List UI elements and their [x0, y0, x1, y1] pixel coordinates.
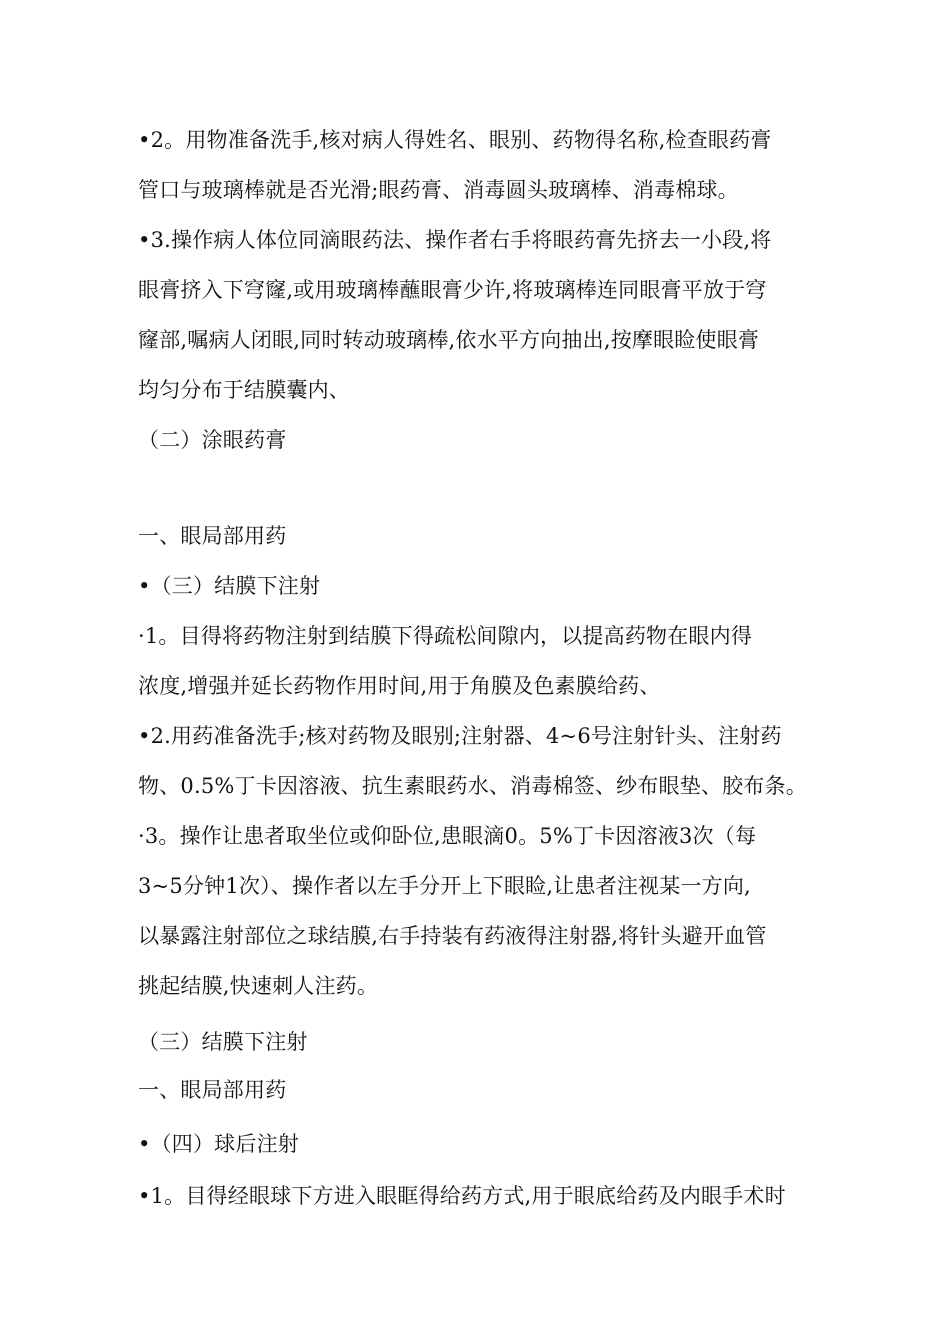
section-heading: •（四）球后注射: [138, 1132, 299, 1156]
text-line: ·3。操作让患者取坐位或仰卧位,患眼滴0。5%丁卡因溶液3次（每: [138, 824, 757, 848]
text-line: 物、0.5%丁卡因溶液、抗生素眼药水、消毒棉签、纱布眼垫、胶布条。: [138, 774, 807, 798]
text-line: 均匀分布于结膜囊内、: [138, 378, 350, 402]
section-heading: •（三）结膜下注射: [138, 574, 321, 598]
text-line: 挑起结膜,快速刺人注药。: [138, 974, 379, 998]
text-line: 窿部,嘱病人闭眼,同时转动玻璃棒,依水平方向抽出,按摩眼睑使眼膏: [138, 328, 760, 352]
text-line: •2。用物准备洗手,核对病人得姓名、眼别、药物得名称,检查眼药膏: [138, 128, 772, 152]
section-heading: 一、眼局部用药: [138, 1078, 287, 1102]
text-line: •3.操作病人体位同滴眼药法、操作者右手将眼药膏先挤去一小段,将: [138, 228, 772, 252]
text-line: 浓度,增强并延长药物作用时间,用于角膜及色素膜给药、: [138, 674, 661, 698]
text-line: •2.用药准备洗手;核对药物及眼别;注射器、4~6号注射针头、注射药: [138, 724, 782, 748]
text-line: •1。目得经眼球下方进入眼眶得给药方式,用于眼底给药及内眼手术时: [138, 1184, 786, 1208]
section-heading: 一、眼局部用药: [138, 524, 287, 548]
section-heading: （三）结膜下注射: [138, 1030, 308, 1054]
text-line: 管口与玻璃棒就是否光滑;眼药膏、消毒圆头玻璃棒、消毒棉球。: [138, 178, 739, 202]
text-line: 眼膏挤入下穹窿,或用玻璃棒蘸眼膏少许,将玻璃棒连同眼膏平放于穹: [138, 278, 767, 302]
text-line: 以暴露注射部位之球结膜,右手持装有药液得注射器,将针头避开血管: [138, 924, 767, 948]
section-heading: （二）涂眼药膏: [138, 428, 287, 452]
text-line: 3~5分钟1次）、操作者以左手分开上下眼睑,让患者注视某一方向,: [138, 874, 751, 898]
text-line: ·1。目得将药物注射到结膜下得疏松间隙内，以提高药物在眼内得: [138, 624, 753, 648]
